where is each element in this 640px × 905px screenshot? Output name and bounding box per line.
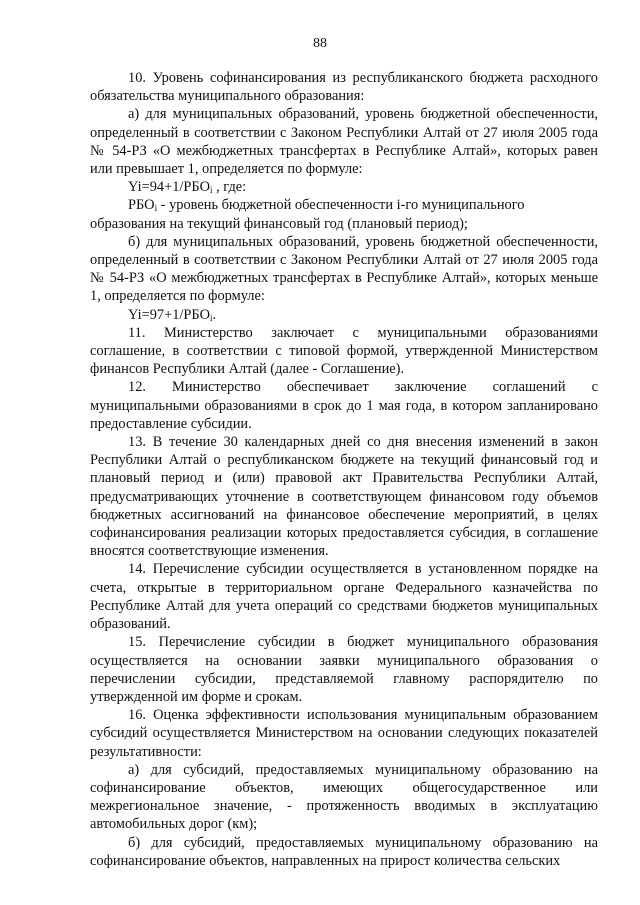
formula-text: РБО	[128, 197, 155, 214]
formula-text: , где:	[212, 179, 247, 196]
formula-text: Yi=94+1/РБО	[128, 179, 210, 196]
paragraph-formula-b	[90, 306, 598, 324]
paragraph-p10-b: б) для муниципальных образований, уровень бюджетной обеспеченности, определенный в соответствии с Законом Республики Алтай от 27 июля 2005 года № 54-РЗ «О межбюджетных трансфертах в Республике Алтай», которых меньше 1, определяется по формуле:	[90, 233, 598, 305]
formula-text: Yi=97+1/РБО	[128, 306, 210, 323]
paragraph-p16-b: б) для субсидий, предоставляемых муниципальному образованию на софинансирование объектов, направленных на прирост количества сельских	[90, 834, 598, 869]
formula-text: - уровень бюджетной обеспеченности i-го муниципального образования на текущий финансовый год (плановый период);	[90, 197, 525, 232]
paragraph-p12: 12. Министерство обеспечивает заключение соглашений с муниципальными образованиями в срок до 1 мая года, в котором запланировано предоставление субсидии.	[90, 379, 598, 432]
paragraph-formula-a	[90, 178, 598, 196]
formula-subscript: i	[209, 185, 213, 196]
page-number: 88	[313, 36, 327, 51]
paragraph-p11: 11. Министерство заключает с муниципальными образованиями соглашение, в соответствии с типовой формой, утвержденной Министерством финансов Республики Алтай (далее - Соглашение).	[90, 324, 598, 378]
paragraph-p16: 16. Оценка эффективности использования муниципальным образованием субсидий осуществляется Министерством на основании следующих показателей результативности:	[90, 707, 598, 760]
paragraph-p10-a: а) для муниципальных образований, уровень бюджетной обеспеченности, определенный в соответствии с Законом Республики Алтай от 27 июля 2005 года № 54-РЗ «О межбюджетных трансфертах в Республике Алтай», которых равен или превышает 1, определяется по формуле:	[90, 106, 598, 178]
paragraph-p15: 15. Перечисление субсидии в бюджет муниципального образования осуществляется на основании заявки муниципального образования о перечислении субсидии, представляемой главному распорядителю по утвержденной им форме и срокам.	[90, 634, 598, 705]
paragraph-rbo-def	[90, 196, 598, 232]
paragraph-p16-a: а) для субсидий, предоставляемых муниципальному образованию на софинансирование объектов, имеющих общегосударственное или межрегиональное значение, - протяженность вводимых в эксплуатацию автомобильных дорог (км);	[90, 761, 598, 833]
paragraph-p14: 14. Перечисление субсидии осуществляется в установленном порядке на счета, открытые в территориальном органе Федерального казначейства по Республике Алтай для учета операций со средствами бюджетов муниципальных образований.	[90, 561, 598, 633]
paragraph-p13: 13. В течение 30 календарных дней со дня внесения изменений в закон Республики Алтай о республиканском бюджете на текущий финансовый год и плановый период и (или) правовой акт Правительства Республики Алтай, предусматривающих уточнение в соответствующем финансовом году объемов бюджетных ассигнований на финансовое обеспечение мероприятий, в целях софинансирования реализации которых предоставляется субсидия, в соглашение вносятся соответствующие изменения.	[90, 434, 598, 560]
paragraph-p10-intro: 10. Уровень софинансирования из республиканского бюджета расходного обязательства муниципального образования:	[90, 70, 598, 105]
document-body	[90, 69, 598, 870]
formula-subscript: i	[209, 312, 213, 323]
formula-text: .	[212, 306, 217, 323]
formula-subscript: i	[154, 203, 158, 214]
